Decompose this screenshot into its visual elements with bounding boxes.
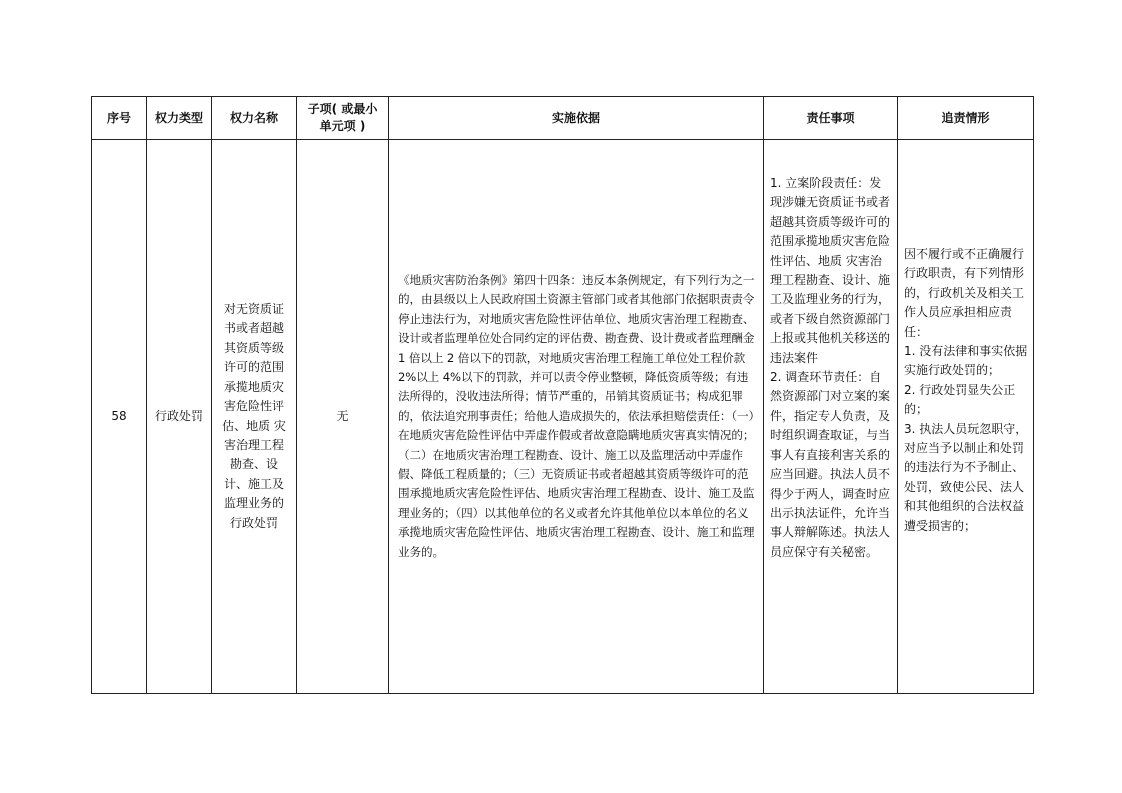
header-power-name: 权力名称 xyxy=(212,97,297,140)
cell-subitem: 无 xyxy=(297,140,389,694)
responsibility-item-2: 2. 调查环节责任：自然资源部门对立案的案件，指定专人负责，及时组织调查取证，与当事人有直接利害关系的应当回避。执法人员不得少于两人，调查时应出示执法证件，允许当事人辩解陈述。执法人员应保守有关秘密。 xyxy=(770,370,891,559)
header-responsibility: 责任事项 xyxy=(764,97,898,140)
cell-basis: 《地质灾害防治条例》第四十四条：违反本条例规定，有下列行为之一的，由县级以上人民政府国土资源主管部门或者其他部门依据职责责令停止违法行为，对地质灾害危险性评估单位、地质灾害治理工程勘查、设计或者监理单位处合同约定的评估费、勘查费、设计费或者监理酬金 1 倍以上 2 倍以下的罚款，对地质灾害治理工程施工单位处工程价款 2%以上 4%以下的罚款，并可以责令停业整顿，降低资质等级；有违法所得的，没收违法所得；情节严重的，吊销其资质证书；构成犯罪的，依法追究刑事责任；给他人造成损失的，依法承担赔偿责任：（一）在地质灾害危险性评估中弄虚作假或者故意隐瞒地质灾害真实情况的；（二）在地质灾害治理工程勘查、设计、施工以及监理活动中弄虚作假、降低工程质量的；（三）无资质证书或者超越其资质等级许可的范围承揽地质灾害危险性评估、地质灾害治理工程勘查、设计、施工及监理业务的；（四）以其他单位的名义或者允许其他单位以本单位的名义承揽地质灾害危险性评估、地质灾害治理工程勘查、设计、施工和监理业务的。 xyxy=(389,140,764,694)
cell-power-type: 行政处罚 xyxy=(147,140,212,694)
cell-seq: 58 xyxy=(92,140,147,694)
cell-accountability xyxy=(898,140,1034,694)
accountability-item-1: 1. 没有法律和事实依据实施行政处罚的； xyxy=(904,344,1028,378)
cell-power-name: 对无资质证书或者超越其资质等级许可的范围承揽地质灾害危险性评估、地质 灾害治理工程勘查、设计、施工及监理业务的行政处罚 xyxy=(212,140,297,694)
accountability-item-3: 3. 执法人员玩忽职守，对应当予以制止和处罚的违法行为不予制止、处罚，致使公民、法人和其他组织的合法权益遭受损害的； xyxy=(904,421,1028,533)
header-basis: 实施依据 xyxy=(389,97,764,140)
header-subitem: 子项( 或最小单元项 ) xyxy=(297,97,389,140)
table-row xyxy=(92,140,1034,694)
power-list-table xyxy=(91,96,1034,694)
accountability-intro: 因不履行或不正确履行行政职责，有下列情形的，行政机关及相关工作人员应承担相应责任： xyxy=(904,247,1025,339)
accountability-item-2: 2. 行政处罚显失公正的； xyxy=(904,382,1016,417)
header-accountability: 追责情形 xyxy=(898,97,1034,140)
header-row xyxy=(92,97,1034,140)
cell-responsibility xyxy=(764,140,898,694)
responsibility-item-1: 1. 立案阶段责任：发现涉嫌无资质证书或者超越其资质等级许可的范围承揽地质灾害危险性评估、地质 灾害治理工程勘查、设计、施工及监理业务的行为，或者下级自然资源部门上报或其他机关移送的违法案件 xyxy=(770,176,891,365)
header-seq: 序号 xyxy=(92,97,147,140)
header-power-type: 权力类型 xyxy=(147,97,212,140)
